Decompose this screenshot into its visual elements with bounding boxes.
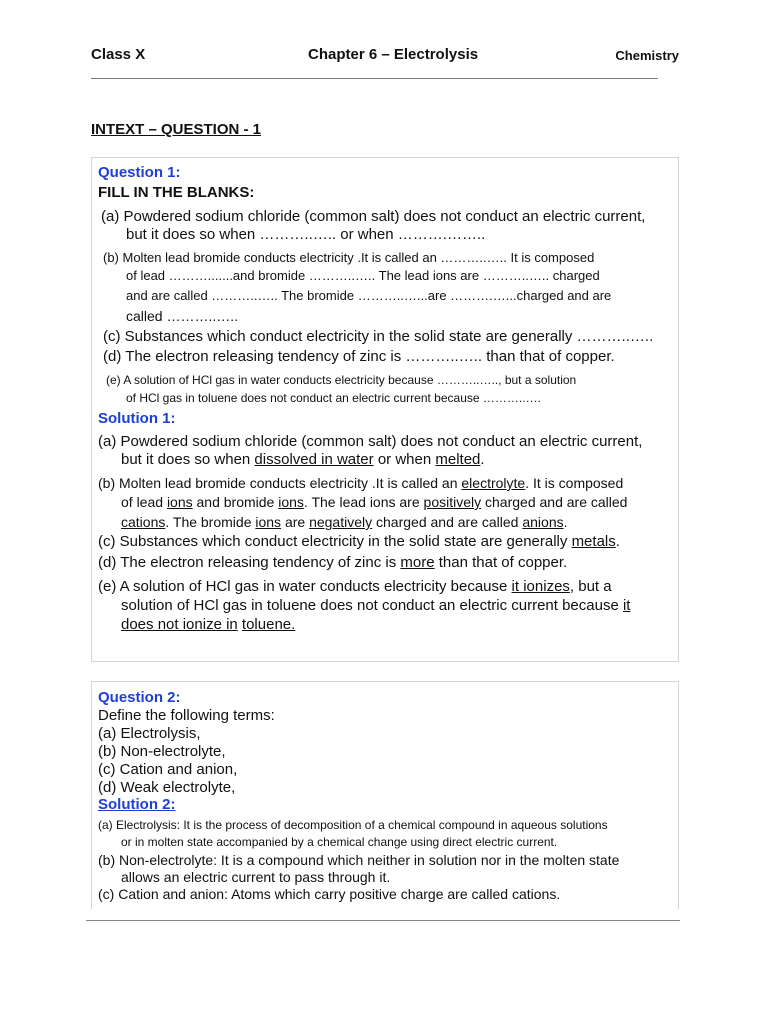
s1-a-text: . xyxy=(480,451,485,468)
q1-item-b-cont-2: and are called ………..….. The bromide ………..…...are ……….…...charged and are xyxy=(126,288,612,303)
q2-term: (c) Cation and anion, xyxy=(98,761,238,778)
s1-b-text: . xyxy=(563,514,568,530)
s1-a-text: but it does so when xyxy=(121,451,255,468)
solution-1-label: Solution 1: xyxy=(98,410,176,427)
q2-term: (d) Weak electrolyte, xyxy=(98,779,236,796)
bottom-divider xyxy=(86,920,680,921)
q1-item-b-cont-3: called ………..….. xyxy=(126,308,239,324)
s1-b-text: and bromide xyxy=(192,494,279,510)
s1-item-d xyxy=(98,554,567,571)
s1-item-e-cont-2 xyxy=(121,616,295,633)
s1-b-text: charged and are called xyxy=(481,494,628,510)
s1-item-e-cont-1 xyxy=(121,597,630,614)
s1-b-text: . The lead ions are xyxy=(303,494,424,510)
header-divider xyxy=(91,78,658,79)
s1-b-answer: positively xyxy=(423,494,482,510)
q1-item-a: (a) Powdered sodium chloride (common salt) does not conduct an electric current, xyxy=(101,208,646,225)
s1-b-text: (b) Molten lead bromide conducts electricity .It is called an xyxy=(98,475,462,491)
section-title: INTEXT – QUESTION - 1 xyxy=(91,121,262,138)
s1-item-a-cont xyxy=(121,451,485,468)
s1-b-text: of lead xyxy=(121,494,167,510)
solution-2-label: Solution 2: xyxy=(98,796,176,813)
s1-item-b xyxy=(98,475,623,491)
q1-item-b: (b) Molten lead bromide conducts electricity .It is called an ………..….. It is composed xyxy=(103,250,595,265)
s1-a-answer-2: melted xyxy=(435,451,481,468)
header-subject: Chemistry xyxy=(615,48,679,63)
q1-item-e-cont: of HCl gas in toluene does not conduct an electric current because ………..…. xyxy=(126,391,541,405)
header-class: Class X xyxy=(91,46,146,63)
s1-b-text: are xyxy=(281,514,310,530)
s1-b-answer: ions xyxy=(166,494,193,510)
s1-item-e xyxy=(98,578,612,595)
s1-c-text: . xyxy=(615,533,620,550)
s1-a-text: or when xyxy=(373,451,436,468)
s1-e-answer: it ionizes xyxy=(511,578,570,595)
s1-b-text: . The bromide xyxy=(165,514,256,530)
s1-e-answer: does not ionize in xyxy=(121,616,238,633)
s1-b-text: . It is composed xyxy=(525,475,624,491)
header-chapter: Chapter 6 – Electrolysis xyxy=(308,46,479,63)
q1-item-a-cont: but it does so when ………..….. or when ……….…….. xyxy=(126,226,486,243)
s1-item-a: (a) Powdered sodium chloride (common salt) does not conduct an electric current, xyxy=(98,433,643,450)
s2-item-a: (a) Electrolysis: It is the process of decomposition of a chemical compound in aqueous solutions xyxy=(98,818,608,832)
question-2-label: Question 2: xyxy=(98,689,181,706)
s1-e-answer: it xyxy=(622,597,631,614)
s1-e-text: , but a xyxy=(569,578,612,595)
s1-e-answer: toluene. xyxy=(241,616,296,633)
s1-b-answer: negatively xyxy=(309,514,373,530)
question-1-instruction: FILL IN THE BLANKS: xyxy=(98,184,255,201)
s2-item-b: (b) Non-electrolyte: It is a compound which neither in solution nor in the molten state xyxy=(98,852,620,868)
q2-term: (a) Electrolysis, xyxy=(98,725,201,742)
s1-e-text: solution of HCl gas in toluene does not conduct an electric current because xyxy=(121,597,623,614)
s1-b-text: charged and are called xyxy=(372,514,523,530)
s1-d-text: (d) The electron releasing tendency of zinc is xyxy=(98,554,401,571)
q2-term: (b) Non-electrolyte, xyxy=(98,743,226,760)
s1-b-answer: cations xyxy=(121,514,166,530)
question-2-intro: Define the following terms: xyxy=(98,707,275,724)
s1-item-b-cont-1 xyxy=(121,494,627,510)
s1-item-b-cont-2 xyxy=(121,514,568,530)
s1-item-c xyxy=(98,533,620,550)
q1-item-d: (d) The electron releasing tendency of zinc is ………..….. than that of copper. xyxy=(103,348,615,365)
page-header xyxy=(91,46,679,68)
s1-b-answer: ions xyxy=(278,494,304,510)
question-1-label: Question 1: xyxy=(98,164,181,181)
s1-b-answer: ions xyxy=(255,514,282,530)
s1-a-answer-1: dissolved in water xyxy=(254,451,374,468)
s2-item-b-cont: allows an electric current to pass through it. xyxy=(121,869,391,885)
s1-d-answer: more xyxy=(400,554,435,571)
s1-e-text: (e) A solution of HCl gas in water conducts electricity because xyxy=(98,578,512,595)
q1-item-e: (e) A solution of HCl gas in water conducts electricity because ………..….., but a solution xyxy=(106,373,577,387)
s1-c-answer: metals xyxy=(571,533,616,550)
s1-d-text: than that of copper. xyxy=(434,554,568,571)
s1-c-text: (c) Substances which conduct electricity in the solid state are generally xyxy=(98,533,572,550)
s1-b-answer: electrolyte xyxy=(461,475,526,491)
s2-item-a-cont: or in molten state accompanied by a chemical change using direct electric current. xyxy=(121,835,558,849)
q1-item-c: (c) Substances which conduct electricity in the solid state are generally ………..….. xyxy=(103,328,654,345)
s1-b-answer: anions xyxy=(522,514,564,530)
q1-item-b-cont-1: of lead ……….......and bromide ………..….. The lead ions are ………..….. charged xyxy=(126,268,600,283)
s2-item-c: (c) Cation and anion: Atoms which carry positive charge are called cations. xyxy=(98,886,561,902)
